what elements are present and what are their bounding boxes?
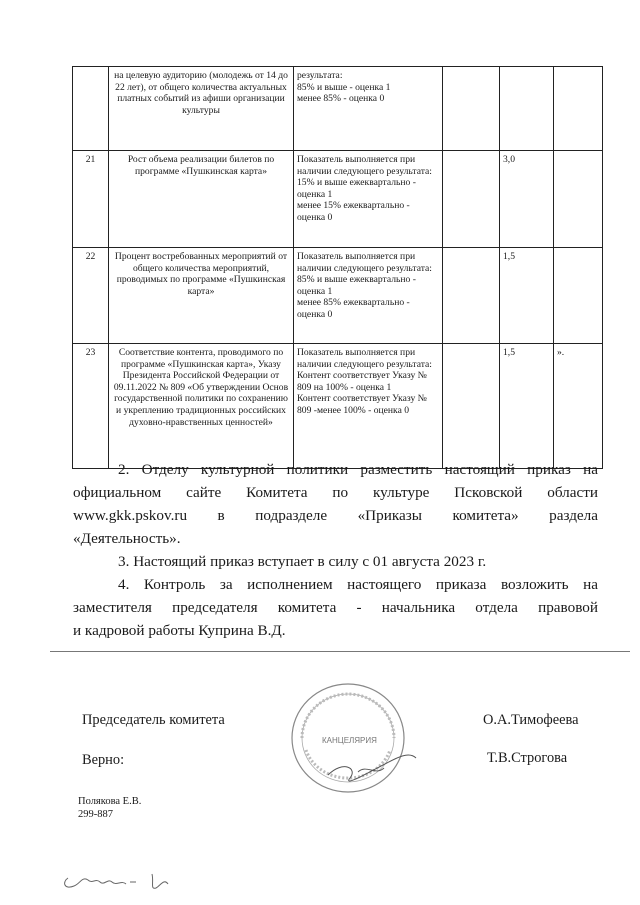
indicator-condition: Показатель выполняется при наличии следующего результата: Контент соответствует Указу № 809 на 100% - оценка 1 Контент соответствует Указу № 809 -менее 100% - оценка 0 — [294, 344, 443, 469]
indicator-name: Соответствие контента, проводимого по программе «Пушкинская карта», Указу Президента Российской Федерации от 09.11.2022 № 809 «Об утверждении Основ государственной политики по сохранению и укреплению традиционных российских духовно-нравственных ценностей» — [109, 344, 294, 469]
paragraph-2 — [73, 458, 598, 550]
table-row — [73, 344, 603, 469]
table-row — [73, 151, 603, 248]
official-stamp-icon — [288, 680, 428, 800]
chair-title: Председатель комитета — [82, 712, 225, 728]
verified-label: Верно: — [82, 752, 125, 768]
executor-phone: 299-887 — [78, 809, 113, 820]
paragraph-line: 3. Настоящий приказ вступает в силу с 01 августа 2023 г. — [118, 553, 487, 570]
indicator-score: 1,5 — [500, 248, 554, 344]
cell-empty — [554, 67, 603, 151]
indicator-condition: результата: 85% и выше - оценка 1 менее 85% - оценка 0 — [294, 67, 443, 151]
paragraph-line: заместителя председателя комитета - начальника отдела правовой — [73, 599, 598, 616]
executor-name: Полякова Е.В. — [78, 796, 142, 807]
stamp-text: КАНЦЕЛЯРИЯ — [322, 736, 377, 745]
indicator-score: 3,0 — [500, 151, 554, 248]
paragraph-line: официальном сайте Комитета по культуре Псковской области — [73, 484, 598, 501]
row-number: 23 — [73, 344, 109, 469]
paragraph-line: 2. Отделу культурной политики разместить настоящий приказ на — [118, 461, 598, 478]
handwritten-signature-icon — [60, 860, 200, 900]
table-row — [73, 248, 603, 344]
paragraph-line: и кадровой работы Куприна В.Д. — [73, 622, 286, 639]
paragraph-line: «Деятельность». — [73, 530, 181, 547]
row-number: 21 — [73, 151, 109, 248]
cell-empty — [443, 344, 500, 469]
indicator-name: Процент востребованных мероприятий от общего количества мероприятий, проводимых по программе «Пушкинская карта» — [109, 248, 294, 344]
indicator-condition: Показатель выполняется при наличии следующего результата: 15% и выше ежеквартально - оценка 1 менее 15% ежеквартально - оценка 0 — [294, 151, 443, 248]
closing-quote-mark: ». — [554, 344, 603, 469]
paragraph-line: 4. Контроль за исполнением настоящего приказа возложить на — [118, 576, 598, 593]
cell-empty — [443, 151, 500, 248]
indicator-name: Рост объема реализации билетов по программе «Пушкинская карта» — [109, 151, 294, 248]
verified-name: Т.В.Строгова — [487, 750, 568, 766]
cell-empty — [554, 151, 603, 248]
cell-empty — [443, 248, 500, 344]
paragraph-3 — [73, 550, 598, 573]
row-number — [73, 67, 109, 151]
table-row — [73, 67, 603, 151]
paragraph-line: www.gkk.pskov.ru в подразделе «Приказы комитета» раздела — [73, 507, 598, 524]
chair-name: О.А.Тимофеева — [483, 712, 579, 728]
indicator-score: 1,5 — [500, 344, 554, 469]
indicator-name: на целевую аудиторию (молодежь от 14 до 22 лет), от общего количества актуальных платных событий из афиши организации культуры — [109, 67, 294, 151]
row-number: 22 — [73, 248, 109, 344]
cell-empty — [443, 67, 500, 151]
paragraph-4 — [73, 573, 598, 642]
criteria-table — [72, 66, 603, 469]
divider — [50, 651, 630, 652]
cell-empty — [554, 248, 603, 344]
indicator-score — [500, 67, 554, 151]
indicator-condition: Показатель выполняется при наличии следующего результата: 85% и выше ежеквартально - оценка 1 менее 85% ежеквартально - оценка 0 — [294, 248, 443, 344]
